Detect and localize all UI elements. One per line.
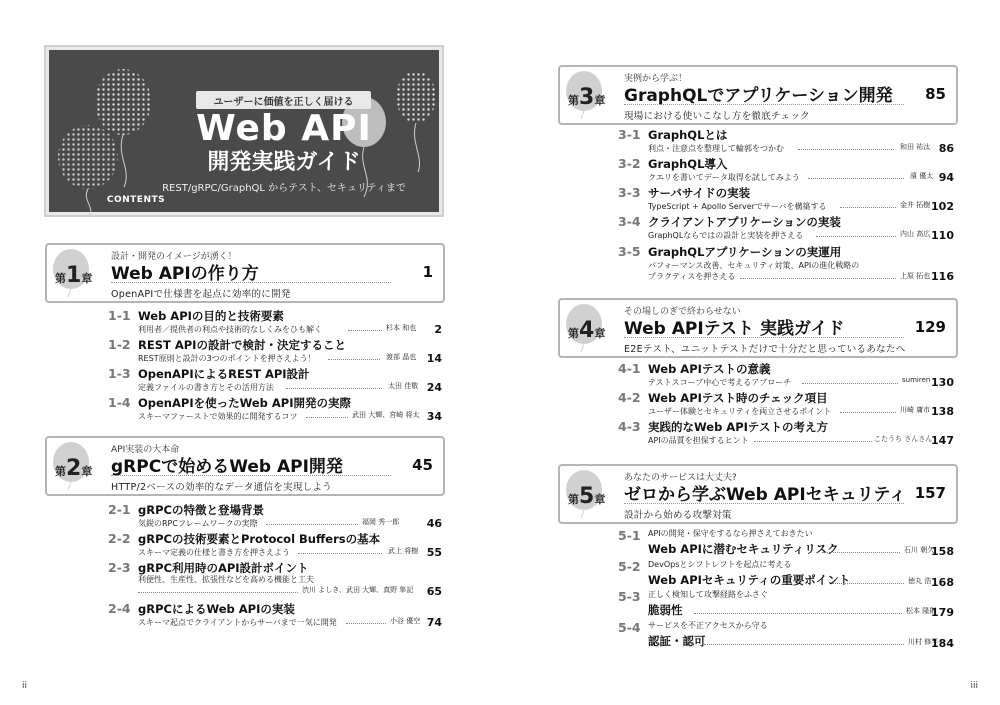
toc-entry-2-4[interactable]: 2-4 gRPCによるWeb APIの実装 スキーマ起点でクライアントからサーバまで一気に開発 小谷 優空 74: [108, 601, 442, 629]
chapter-page: 85: [925, 85, 946, 103]
book-subtitle: REST/gRPC/GraphQL からテスト、セキュリティまで: [162, 183, 406, 194]
chapter-3-header[interactable]: 第3章 実例から学ぶ！ GraphQLでアプリケーション開発 85 現場における使いこなし方を徹底チェック: [558, 65, 958, 125]
page-number-right: iii: [970, 681, 978, 691]
balloon-graphic: [95, 69, 151, 135]
chapter-title: Web APIの作り方: [111, 264, 259, 284]
book-title-sub: 開発実践ガイド: [207, 150, 361, 175]
toc-entry-5-2[interactable]: 5-2 DevOpsとシフトレフトを起点に考える Web APIセキュリティの重要ポイント 徳丸 浩 168: [618, 559, 954, 589]
toc-entry-5-4[interactable]: 5-4 サービスを不正アクセスから守る 認証・認可 川村 修平 184: [618, 620, 954, 650]
chapter-number: 4: [579, 318, 595, 343]
chapter-subtitle: HTTP/2ベースの効率的なデータ通信を実現しよう: [111, 482, 333, 493]
toc-entry-2-1[interactable]: 2-1 gRPCの特徴と登場背景 気鋭のRPCフレームワークの実際 福岡 秀一郎 46: [108, 502, 442, 530]
chapter-page: 1: [422, 263, 433, 281]
chapter-page: 157: [914, 484, 946, 502]
chapter-number: 3: [579, 85, 595, 110]
toc-entry-4-1[interactable]: 4-1 Web APIテストの意義 テストスコープ中心で考えるアプローチ sumiren 130: [618, 361, 954, 389]
toc-entry-3-4[interactable]: 3-4 クライアントアプリケーションの実装 GraphQLならではの設計と実装を押さえる 内山 高広 110: [618, 214, 954, 242]
book-title: Web API: [196, 108, 372, 149]
chapter-title: Web APIテスト 実践ガイド: [624, 319, 845, 339]
chapter-subtitle: 設計から始める攻撃対策: [624, 510, 732, 521]
chapter-number: 2: [66, 456, 82, 481]
chapter-2-header[interactable]: 第2章 API実装の大本命 gRPCで始めるWeb API開発 45 HTTP/2ベースの効率的なデータ通信を実現しよう: [45, 436, 445, 496]
toc-entry-3-1[interactable]: 3-1 GraphQLとは 利点・注意点を整理して輪郭をつかむ 和田 祐汰 86: [618, 127, 954, 155]
toc-entry-5-3[interactable]: 5-3 正しく検知して攻撃経路をふさぐ 脆弱性 松本 隆則 179: [618, 589, 954, 619]
toc-entry-1-3[interactable]: 1-3 OpenAPIによるREST API設計 定義ファイルの書き方とその活用方法 太田 佳敬 24: [108, 366, 442, 394]
banner-tagline: ユーザーに価値を正しく届ける: [196, 91, 371, 109]
chapter-subtitle: OpenAPIで仕様書を起点に効率的に開発: [111, 289, 291, 300]
chapter-subtitle: 現場における使いこなし方を徹底チェック: [624, 111, 810, 122]
toc-entry-1-4[interactable]: 1-4 OpenAPIを使ったWeb API開発の実際 スキーマファーストで効果的に開発するコツ 武田 大輝、宮崎 将太 34: [108, 395, 442, 423]
chapter-4-header[interactable]: 第4章 その場しのぎで終わらせない Web APIテスト 実践ガイド 129 E2Eテスト、ユニットテストだけで十分だと思っているあなたへ: [558, 298, 958, 358]
toc-entry-5-1[interactable]: 5-1 APIの開発・保守をするなら押さえておきたい Web APIに潜むセキュリティリスク 石川 朝久 158: [618, 528, 954, 558]
toc-entry-1-1[interactable]: 1-1 Web APIの目的と技術要素 利用者／提供者の利点や技術的なしくみをひも解く 杉本 和也 2: [108, 308, 442, 336]
toc-entry-2-2[interactable]: 2-2 gRPCの技術要素とProtocol Buffersの基本 スキーマ定義の仕様と書き方を押さえよう 武上 将樹 55: [108, 531, 442, 559]
toc-entry-3-2[interactable]: 3-2 GraphQL導入 クエリを書いてデータ取得を試してみよう 濱 優太 94: [618, 156, 954, 184]
toc-entry-1-2[interactable]: 1-2 REST APIの設計で検討・決定すること REST原則と設計の3つのポイントを押さえよう！ 渡部 晶也 14: [108, 337, 442, 365]
chapter-lead: その場しのぎで終わらせない: [624, 307, 741, 317]
toc-entry-4-3[interactable]: 4-3 実践的なWeb APIテストの考え方 APIの品質を担保するヒント こたうち さんさん 147: [618, 419, 954, 447]
chapter-page: 45: [412, 456, 433, 474]
contents-label: CONTENTS: [106, 195, 166, 205]
chapter-lead: 設計・開発のイメージが湧く！: [111, 252, 237, 262]
chapter-title: ゼロから学ぶWeb APIセキュリティ: [624, 485, 907, 505]
chapter-title: GraphQLでアプリケーション開発: [624, 86, 893, 106]
chapter-5-header[interactable]: 第5章 あなたのサービスは大丈夫? ゼロから学ぶWeb APIセキュリティ 157 設計から始める攻撃対策: [558, 464, 958, 524]
chapter-page: 129: [914, 318, 946, 336]
chapter-lead: 実例から学ぶ！: [624, 74, 688, 84]
chapter-subtitle: E2Eテスト、ユニットテストだけで十分だと思っているあなたへ: [624, 344, 906, 355]
toc-entry-3-5[interactable]: 3-5 GraphQLアプリケーションの実運用 パフォーマンス改善、セキュリティ対策、APIの進化戦略の プラクティスを押さえる 上原 拓也 116: [618, 244, 954, 283]
toc-entry-3-3[interactable]: 3-3 サーバサイドの実装 TypeScript + Apollo Serverでサーバを構築する 金井 拓樹 102: [618, 185, 954, 213]
page-number-left: ii: [22, 681, 28, 691]
toc-entry-2-3[interactable]: 2-3 gRPC利用時のAPI設計ポイント 利便性、生産性、拡張性などを高める機能と工夫 渋川 よしき、武田 大輝、真野 隼記 65: [108, 560, 442, 598]
toc-entry-4-2[interactable]: 4-2 Web APIテスト時のチェック項目 ユーザー体験とセキュリティを両立させるポイント 川崎 庸市 138: [618, 390, 954, 418]
chapter-number: 1: [66, 263, 82, 288]
chapter-1-header[interactable]: 第1章 設計・開発のイメージが湧く！ Web APIの作り方 1 OpenAPIで仕様書を起点に効率的に開発: [45, 243, 445, 303]
chapter-number: 5: [579, 484, 595, 509]
title-banner: [44, 45, 444, 217]
chapter-lead: あなたのサービスは大丈夫?: [624, 473, 737, 483]
chapter-lead: API実装の大本命: [111, 445, 180, 455]
chapter-title: gRPCで始めるWeb API開発: [111, 457, 343, 477]
